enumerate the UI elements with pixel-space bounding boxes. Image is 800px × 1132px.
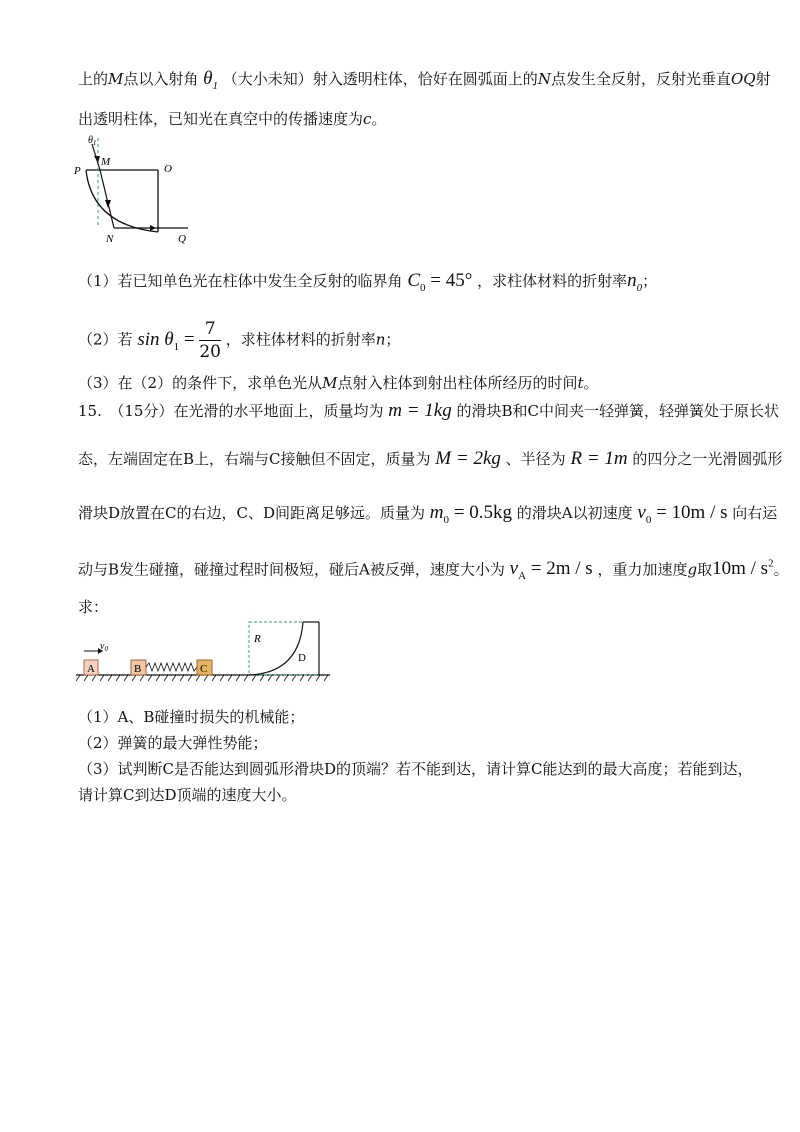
spring bbox=[146, 663, 197, 671]
p15-question-3b: 请计算C到达D顶端的速度大小。 bbox=[78, 786, 297, 804]
label-r: R bbox=[254, 633, 261, 645]
p15-line3: 滑块D放置在C的右边，C、D间距离足够远。质量为 $m_0 = 0.5kg$ 的滑块A以初速度 $v_0 = 10m / s$ 向右运 bbox=[78, 502, 778, 526]
arc-surface bbox=[86, 170, 158, 232]
p14-line1: 上的M点以入射角 $\theta_1$ （大小未知）射入透明柱体，恰好在圆弧面上的N点发生全反射，反射光垂直OQ射 bbox=[78, 68, 771, 92]
sin-formula: $\sin \theta_1$ = bbox=[137, 328, 200, 353]
label-v0: $v_0$ bbox=[100, 641, 108, 653]
p15-line2: 态，左端固定在B上，右端与C接触但不固定，质量为 M = 2kg 、半径为 R = 1m 的四分之一光滑圆弧形 bbox=[78, 448, 783, 469]
ground-hatch bbox=[76, 675, 328, 681]
label-q: Q bbox=[178, 233, 186, 245]
critical-angle-formula: $C_0 = 45^\circ$ bbox=[407, 270, 473, 294]
p14-question-2: （2）若 $\sin \theta_1$ = $\frac{7}{20}$ ，求柱体材料的折射率n； bbox=[78, 319, 401, 362]
theta1-symbol: $\theta_1$ bbox=[203, 68, 219, 92]
p15-question-1: （1）A、B碰撞时损失的机械能； bbox=[78, 708, 305, 726]
arrow-refracted bbox=[105, 200, 111, 208]
p14-question-1: （1）若已知单色光在柱体中发生全反射的临界角 $C_0 = 45^\circ$ ，求柱体材料的折射率$n_0$； bbox=[78, 270, 658, 294]
p14-question-3: （3）在（2）的条件下，求单色光从M点射入柱体到射出柱体所经历的时间t。 bbox=[78, 374, 599, 392]
p15-question-2: （2）弹簧的最大弹性势能； bbox=[78, 734, 268, 752]
label-a: A bbox=[87, 663, 95, 675]
fraction-7-20: $\frac{7}{20}$ bbox=[199, 319, 221, 362]
label-p: P bbox=[74, 165, 81, 177]
p15-line1: 15. （15分）在光滑的水平地面上，质量均为 m = 1kg 的滑块B和C中间夹一轻弹簧，轻弹簧处于原长状 bbox=[78, 400, 780, 421]
block-d-arc bbox=[249, 622, 303, 675]
p15-question-3a: （3）试判断C是否能达到圆弧形滑块D的顶端？若不能到达，请计算C能达到的最大高度；若能到达， bbox=[78, 760, 753, 778]
label-theta: $\theta_1$ bbox=[88, 135, 97, 147]
arrow-nq bbox=[150, 225, 156, 231]
p14-line2: 出透明柱体，已知光在真空中的传播速度为c。 bbox=[78, 110, 387, 128]
p15-line4: 动与B发生碰撞，碰撞过程时间极短，碰后A被反弹，速度大小为 $v_A = 2m / s$ ，重力加速度g取$10m / s^2$。 bbox=[78, 558, 789, 583]
block-d-outline bbox=[249, 622, 319, 675]
label-n: N bbox=[106, 233, 114, 245]
collision-diagram bbox=[74, 615, 334, 691]
prism-diagram bbox=[70, 130, 200, 250]
label-o: O bbox=[164, 163, 172, 175]
label-c: C bbox=[200, 663, 208, 675]
label-m: M bbox=[101, 156, 111, 168]
label-d: D bbox=[298, 652, 306, 664]
refracted-ray bbox=[100, 170, 114, 228]
p15-line5: 求： bbox=[78, 598, 109, 616]
n0-symbol: $n_0$ bbox=[627, 270, 643, 294]
label-b: B bbox=[134, 663, 142, 675]
